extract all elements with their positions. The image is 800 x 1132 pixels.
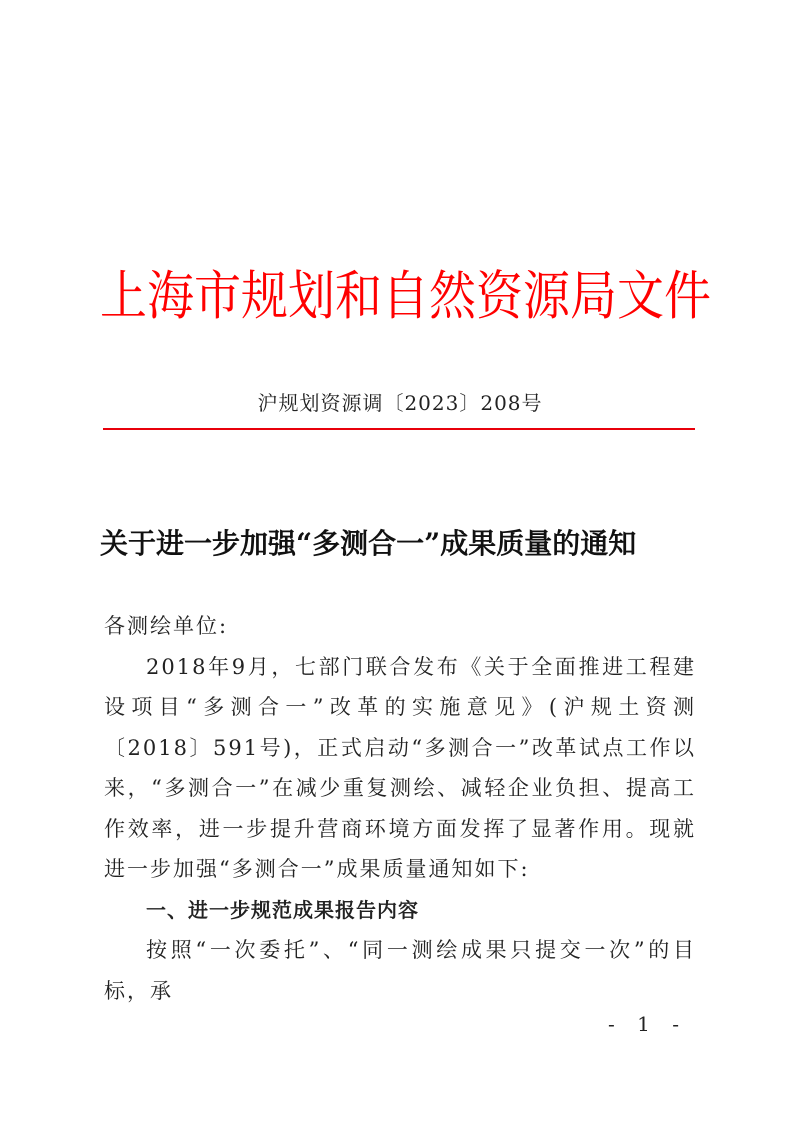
red-divider-line <box>103 428 695 430</box>
salutation: 各测绘单位: <box>104 614 229 638</box>
document-body <box>104 606 696 1011</box>
section-paragraph: 按照“一次委托”、“同一测绘成果只提交一次”的目标，承 <box>104 938 696 1003</box>
body-paragraph: 2018年9月，七部门联合发布《关于全面推进工程建设项目“多测合一”改革的实施意见》(沪规土资测〔2018〕591号)，正式启动“多测合一”改革试点工作以来，“多测合一”在减少重复测绘、减轻企业负担、提高工作效率，进一步提升营商环境方面发挥了显著作用。现就进一步加强“多测合一”成果质量通知如下: <box>104 654 696 881</box>
issuer-header: 上海市规划和自然资源局文件 <box>100 265 711 328</box>
document-title: 关于进一步加强“多测合一”成果质量的通知 <box>100 527 637 560</box>
section-heading: 一、进一步规范成果报告内容 <box>146 897 419 922</box>
document-number: 沪规划资源调〔2023〕208号 <box>257 391 543 415</box>
page-number: - 1 - <box>608 1012 687 1036</box>
